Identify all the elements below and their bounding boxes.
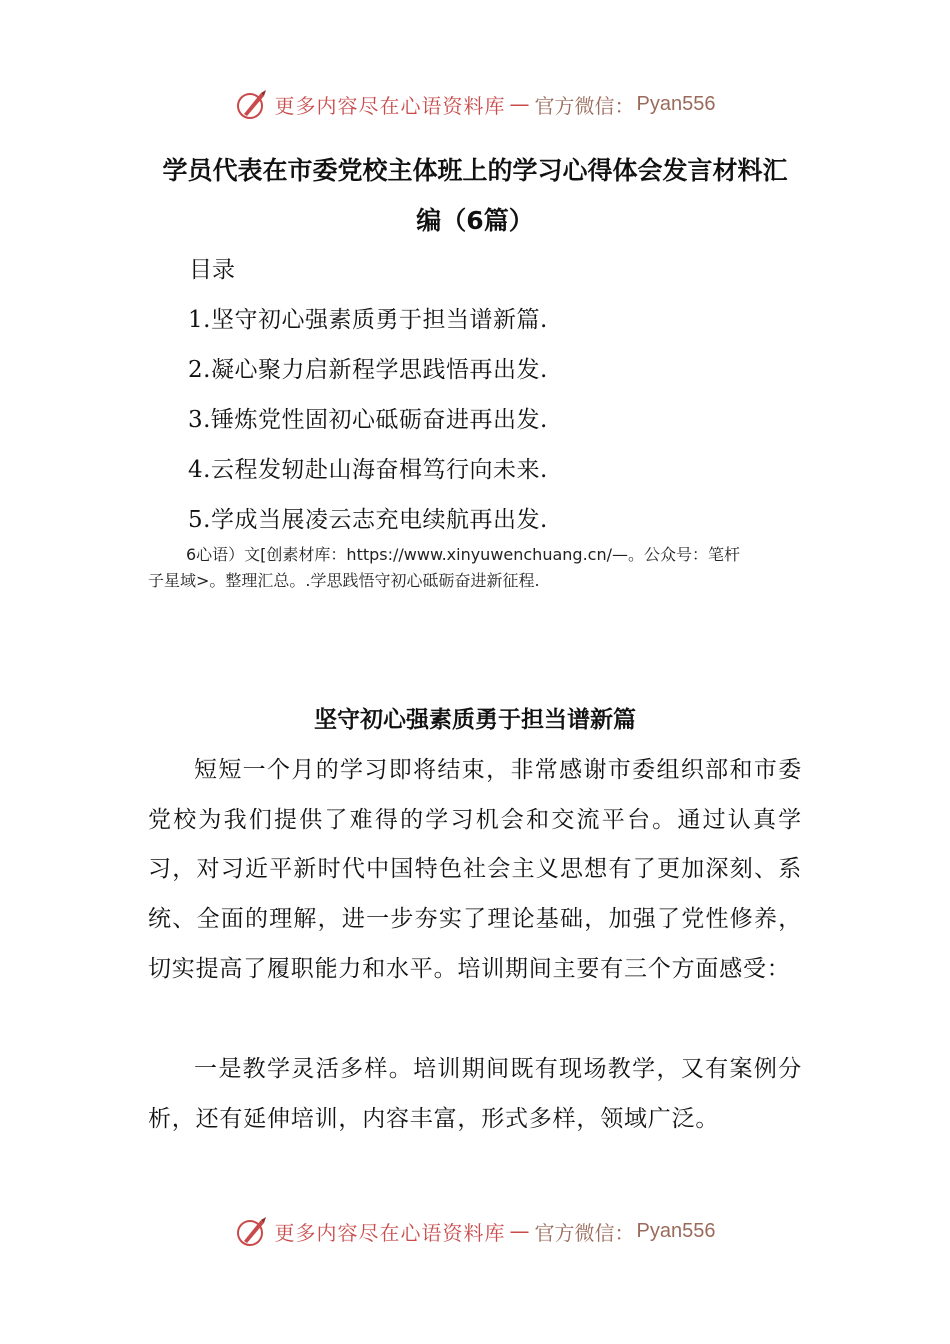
quill-pen-logo-icon: [235, 87, 269, 121]
document-title-line1: 学员代表在市委党校主体班上的学习心得体会发言材料汇: [162, 156, 788, 185]
section-title: 坚守初心强素质勇于担当谱新篇: [314, 707, 636, 733]
body-paragraph: 短短一个月的学习即将结束，非常感谢市委组织部和市委党校为我们提供了难得的学习机会和交流平台。通过认真学习，对习近平新时代中国特色社会主义思想有了更加深刻、系统、全面的理解，进一步夯实了理论基础，加强了党性修养，切实提高了履职能力和水平。培训期间主要有三个方面感受：: [148, 757, 802, 982]
banner-wechat-id: Pyan556: [636, 1219, 716, 1242]
toc-item: 1.坚守初心强素质勇于担当谱新篇.: [188, 307, 548, 333]
document-title-line2: 编（6篇）: [416, 206, 534, 235]
banner-wechat-id: Pyan556: [636, 92, 716, 115]
toc-heading: 目录: [189, 257, 235, 283]
banner-wechat-label: 官方微信：: [534, 1220, 635, 1245]
banner-wechat-label: 官方微信：: [534, 93, 635, 118]
toc-item: 5.学成当展凌云志充电续航再出发.: [188, 507, 548, 533]
header-banner: [0, 84, 950, 124]
source-note-line2: 子星域>。整理汇总。.学思践悟守初心砥砺奋进新征程.: [148, 571, 540, 590]
quill-pen-logo-icon: [235, 1214, 269, 1248]
toc-item: 3.锤炼党性固初心砥砺奋进再出发.: [188, 407, 548, 433]
footer-banner: [0, 1211, 950, 1251]
toc-item: 2.凝心聚力启新程学思践悟再出发.: [188, 357, 548, 383]
banner-separator: —: [509, 92, 531, 116]
toc-item: 4.云程发轫赴山海奋楫笃行向未来.: [188, 457, 548, 483]
banner-text: 更多内容尽在心语资料库: [274, 1220, 506, 1245]
body-paragraph: 一是教学灵活多样。培训期间既有现场教学，又有案例分析，还有延伸培训，内容丰富，形式多样，领域广泛。: [148, 1056, 802, 1132]
banner-separator: —: [509, 1219, 531, 1243]
banner-text: 更多内容尽在心语资料库: [274, 93, 506, 118]
toc-list: [188, 300, 548, 550]
source-note: [148, 542, 808, 594]
source-note-line1: 6心语）文[创素材库：https://www.xinyuwenchuang.cn/—。公众号：笔杆: [186, 545, 740, 564]
